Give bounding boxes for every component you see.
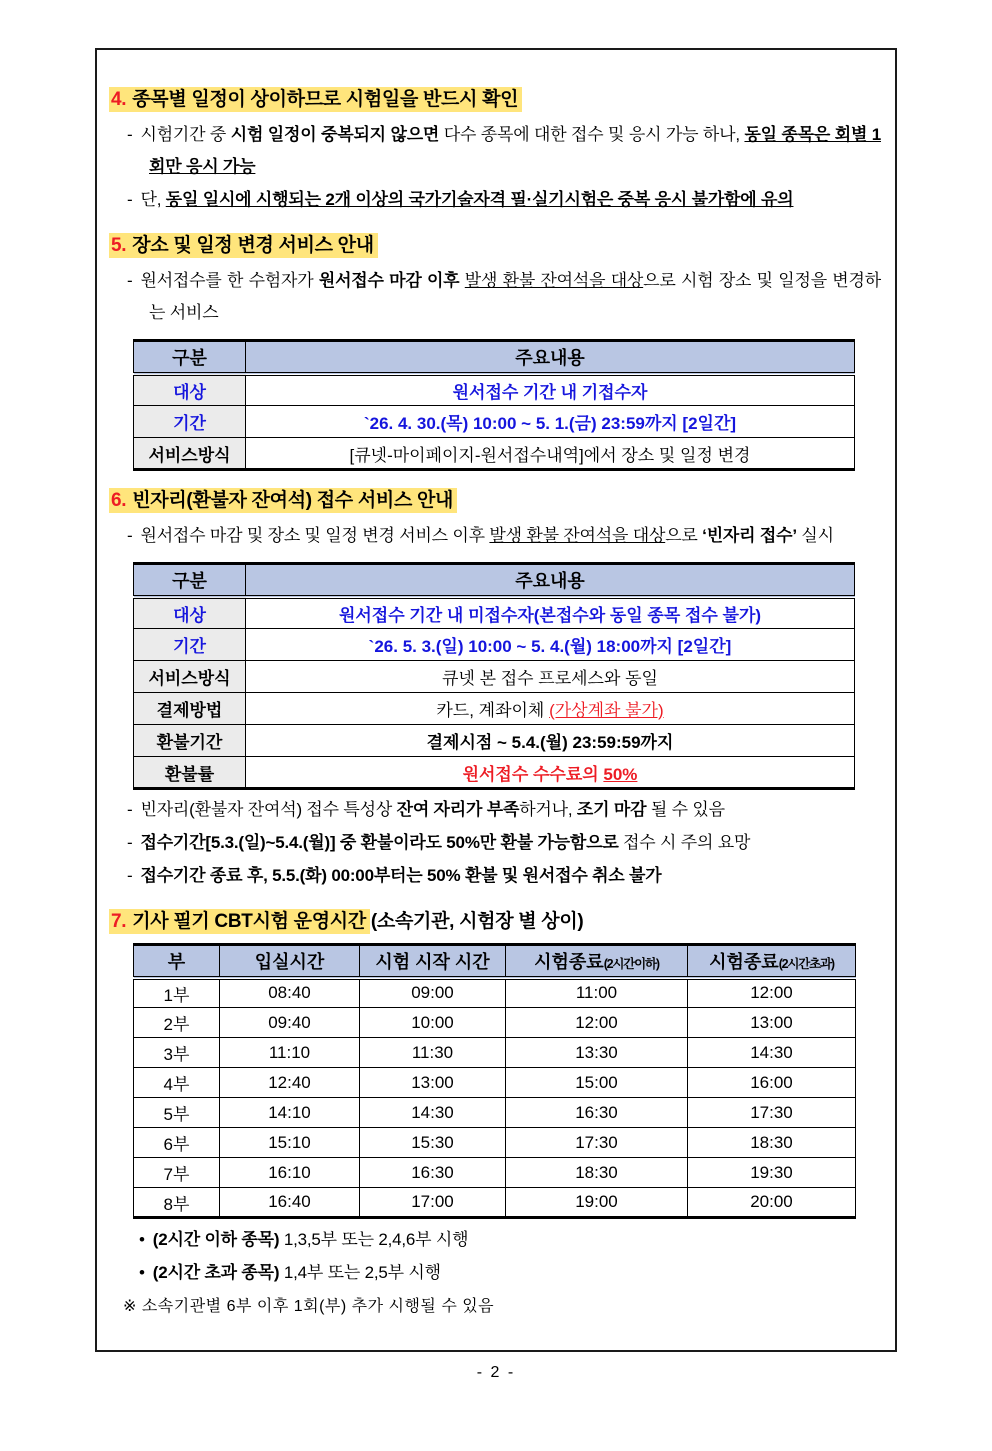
dot-marker: • <box>139 1230 145 1249</box>
session-cell: 4부 <box>134 1068 220 1098</box>
bullet-text: (2시간 이하 종목) 1,3,5부 또는 2,4,6부 시행 <box>152 1230 469 1249</box>
table-row <box>134 1068 856 1098</box>
section-6-title: 빈자리(환불자 잔여석) 접수 서비스 안내 <box>132 490 454 511</box>
header-cell: 시험 시작 시간 <box>360 945 506 978</box>
time-cell: 16:10 <box>220 1158 360 1188</box>
dash-marker: - <box>127 866 133 885</box>
section-4-highlight <box>109 87 522 112</box>
dash-marker: - <box>127 125 133 144</box>
time-cell: 18:30 <box>506 1158 688 1188</box>
session-cell: 8부 <box>134 1188 220 1218</box>
section-6-note-1 <box>109 794 881 826</box>
time-cell: 16:30 <box>360 1158 506 1188</box>
time-cell: 12:00 <box>506 1008 688 1038</box>
section-7-highlight <box>109 909 370 934</box>
label-cell: 서비스방식 <box>134 438 246 470</box>
section-5-number: 5. <box>111 235 127 256</box>
value-cell: 원서접수 기간 내 미접수자(본접수와 동일 종목 접수 불가) <box>246 597 855 629</box>
time-cell: 10:00 <box>360 1008 506 1038</box>
table-row <box>134 1128 856 1158</box>
table-row <box>134 725 855 757</box>
section-4-title: 종목별 일정이 상이하므로 시험일을 반드시 확인 <box>132 89 519 110</box>
section-4 <box>109 84 881 216</box>
label-cell: 기간 <box>134 406 246 438</box>
time-cell: 11:10 <box>220 1038 360 1068</box>
time-cell: 08:40 <box>220 978 360 1008</box>
section-6-note-2 <box>109 827 881 859</box>
dash-marker: - <box>127 271 133 290</box>
value-cell: 결제시점 ~ 5.4.(월) 23:59:59까지 <box>246 725 855 757</box>
time-cell: 15:30 <box>360 1128 506 1158</box>
page-number: - 2 - <box>476 1364 516 1381</box>
header-cell: 주요내용 <box>246 341 855 374</box>
table-header-row <box>134 945 856 978</box>
time-cell: 16:30 <box>506 1098 688 1128</box>
section-4-heading <box>109 84 881 111</box>
header-cell: 구분 <box>134 564 246 597</box>
section-6-bullet-1 <box>109 520 881 552</box>
label-cell: 대상 <box>134 597 246 629</box>
time-cell: 11:00 <box>506 978 688 1008</box>
table-row <box>134 978 856 1008</box>
table-row <box>134 1188 856 1218</box>
section-5-highlight <box>109 233 378 258</box>
time-cell: 13:30 <box>506 1038 688 1068</box>
time-cell: 17:00 <box>360 1188 506 1218</box>
session-cell: 2부 <box>134 1008 220 1038</box>
section-5-bullet-1 <box>109 265 881 329</box>
table-row <box>134 438 855 470</box>
value-cell: 카드, 계좌이체 (가상계좌 불가) <box>246 693 855 725</box>
header-cell: 주요내용 <box>246 564 855 597</box>
section-7-suffix: (소속기관, 시험장 별 상이) <box>370 911 584 932</box>
table-row <box>134 374 855 406</box>
section-7 <box>109 906 881 1322</box>
value-cell: [큐넷-마이페이지-원서접수내역]에서 장소 및 일정 변경 <box>246 438 855 470</box>
dash-marker: - <box>127 526 133 545</box>
time-cell: 12:00 <box>688 978 856 1008</box>
value-cell: `26. 4. 30.(목) 10:00 ~ 5. 1.(금) 23:59까지 [2일간] <box>246 406 855 438</box>
value-cell: `26. 5. 3.(일) 10:00 ~ 5. 4.(월) 18:00까지 [2일간] <box>246 629 855 661</box>
footer-bullet-2 <box>109 1256 881 1289</box>
section-6-number: 6. <box>111 490 127 511</box>
document-page <box>95 48 897 1352</box>
time-cell: 17:30 <box>688 1098 856 1128</box>
bullet-text: 접수기간 종료 후, 5.5.(화) 00:00부터는 50% 환불 및 원서접수 취소 불가 <box>140 866 662 885</box>
label-cell: 서비스방식 <box>134 661 246 693</box>
table-row <box>134 661 855 693</box>
section-6-highlight <box>109 488 457 513</box>
section-7-number: 7. <box>111 911 127 932</box>
bullet-text: 빈자리(환불자 잔여석) 접수 특성상 잔여 자리가 부족하거나, 조기 마감 될 수 있음 <box>140 800 725 819</box>
header-cell: 입실시간 <box>220 945 360 978</box>
time-cell: 15:00 <box>506 1068 688 1098</box>
session-cell: 3부 <box>134 1038 220 1068</box>
cbt-schedule-table <box>133 943 856 1219</box>
section-5-heading <box>109 230 881 257</box>
value-cell: 원서접수 기간 내 기접수자 <box>246 374 855 406</box>
time-cell: 17:30 <box>506 1128 688 1158</box>
time-cell: 14:30 <box>360 1098 506 1128</box>
time-cell: 14:30 <box>688 1038 856 1068</box>
value-cell: 원서접수 수수료의 50% <box>246 757 855 789</box>
section-7-heading <box>109 906 881 933</box>
section-4-bullet-1 <box>109 119 881 183</box>
section-5-title: 장소 및 일정 변경 서비스 안내 <box>132 235 374 256</box>
section-6-heading <box>109 485 881 512</box>
section-5 <box>109 230 881 471</box>
dash-marker: - <box>127 800 133 819</box>
session-cell: 6부 <box>134 1128 220 1158</box>
session-cell: 1부 <box>134 978 220 1008</box>
table-row <box>134 1008 856 1038</box>
dot-marker: • <box>139 1263 145 1282</box>
time-cell: 16:00 <box>688 1068 856 1098</box>
table-row <box>134 757 855 789</box>
bullet-text: 단, 동일 일시에 시행되는 2개 이상의 국가기술자격 필·실기시험은 중복 응시 불가함에 유의 <box>140 190 794 209</box>
time-cell: 13:00 <box>688 1008 856 1038</box>
time-cell: 16:40 <box>220 1188 360 1218</box>
table-header-row <box>134 341 855 374</box>
table-row <box>134 693 855 725</box>
bullet-text: 시험기간 중 시험 일정이 중복되지 않으면 다수 종목에 대한 접수 및 응시 가능 하나, 동일 종목은 회별 1회만 응시 가능 <box>140 125 881 176</box>
bullet-text: 원서접수를 한 수험자가 원서접수 마감 이후 발생 환불 잔여석을 대상으로 시험 장소 및 일정을 변경하는 서비스 <box>140 271 881 322</box>
label-cell: 환불률 <box>134 757 246 789</box>
section-6-note-3 <box>109 860 881 892</box>
footer-note: ※ 소속기관별 6부 이후 1회(부) 추가 시행될 수 있음 <box>123 1298 495 1315</box>
table-row <box>134 1038 856 1068</box>
time-cell: 15:10 <box>220 1128 360 1158</box>
header-cell: 시험종료(2시간이하) <box>506 945 688 978</box>
header-cell: 부 <box>134 945 220 978</box>
table-row <box>134 1098 856 1128</box>
value-cell: 큐넷 본 접수 프로세스와 동일 <box>246 661 855 693</box>
header-cell: 구분 <box>134 341 246 374</box>
table-row <box>134 406 855 438</box>
section-4-bullet-2 <box>109 184 881 216</box>
time-cell: 19:30 <box>688 1158 856 1188</box>
label-cell: 환불기간 <box>134 725 246 757</box>
time-cell: 19:00 <box>506 1188 688 1218</box>
vacancy-table <box>133 562 855 790</box>
header-cell: 시험종료(2시간초과) <box>688 945 856 978</box>
time-cell: 20:00 <box>688 1188 856 1218</box>
time-cell: 12:40 <box>220 1068 360 1098</box>
label-cell: 기간 <box>134 629 246 661</box>
label-cell: 대상 <box>134 374 246 406</box>
section-4-number: 4. <box>111 89 127 110</box>
bullet-text: 원서접수 마감 및 장소 및 일정 변경 서비스 이후 발생 환불 잔여석을 대상으로 ‘빈자리 접수’ 실시 <box>140 526 834 545</box>
dash-marker: - <box>127 833 133 852</box>
label-cell: 결제방법 <box>134 693 246 725</box>
session-cell: 7부 <box>134 1158 220 1188</box>
time-cell: 11:30 <box>360 1038 506 1068</box>
dash-marker: - <box>127 190 133 209</box>
time-cell: 09:00 <box>360 978 506 1008</box>
footer-bullet-1 <box>109 1223 881 1256</box>
table-row <box>134 1158 856 1188</box>
table-header-row <box>134 564 855 597</box>
table-row <box>134 629 855 661</box>
bullet-text: 접수기간[5.3.(일)~5.4.(월)] 중 환불이라도 50%만 환불 가능함으로 접수 시 주의 요망 <box>140 833 751 852</box>
time-cell: 14:10 <box>220 1098 360 1128</box>
time-cell: 13:00 <box>360 1068 506 1098</box>
section-6 <box>109 485 881 892</box>
section-7-title: 기사 필기 CBT시험 운영시간 <box>132 911 366 932</box>
time-cell: 18:30 <box>688 1128 856 1158</box>
time-cell: 09:40 <box>220 1008 360 1038</box>
table-row <box>134 597 855 629</box>
session-cell: 5부 <box>134 1098 220 1128</box>
change-service-table <box>133 339 855 471</box>
bullet-text: (2시간 초과 종목) 1,4부 또는 2,5부 시행 <box>152 1263 441 1282</box>
